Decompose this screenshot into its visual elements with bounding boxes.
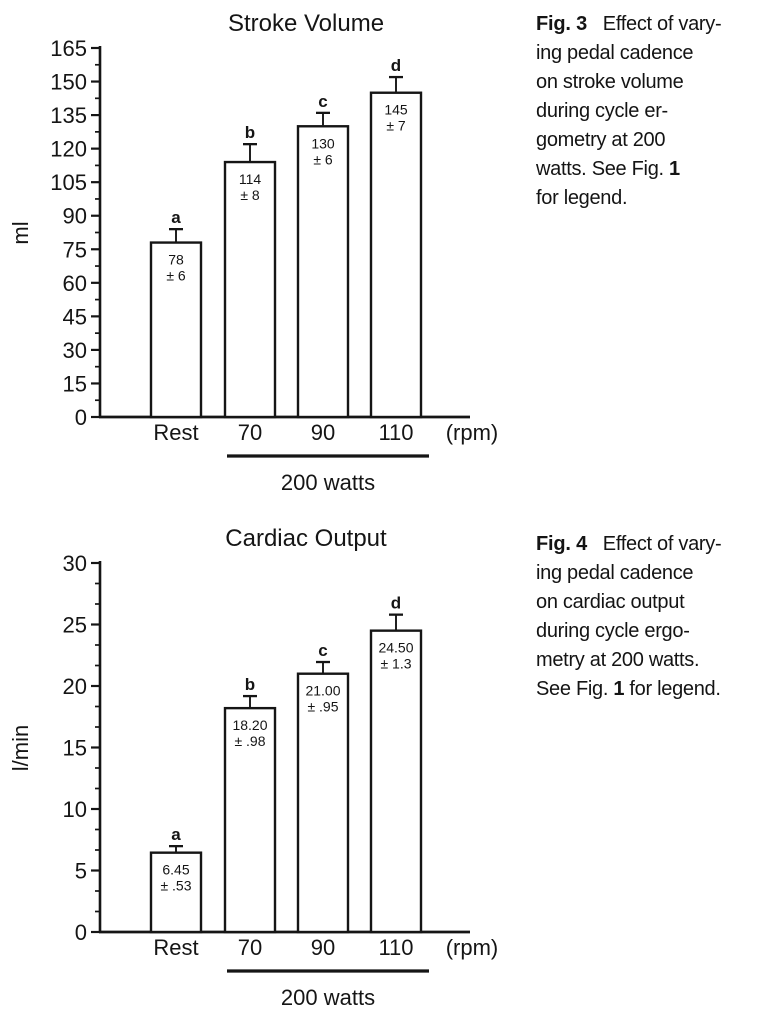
y-tick-label: 45 (62, 304, 87, 330)
significance-letter: b (244, 123, 256, 143)
y-tick-label: 135 (50, 103, 87, 129)
bar-value-label: 6.45 (162, 861, 190, 878)
caption-line (536, 39, 772, 68)
x-tick-label: 110 (378, 935, 414, 960)
y-tick-label: 15 (62, 735, 87, 761)
caption-text: See Fig. (536, 678, 614, 700)
bar (298, 126, 348, 417)
x-tick-label: 70 (237, 935, 263, 960)
y-tick-label: 10 (62, 797, 87, 822)
y-tick-label: 20 (62, 674, 87, 699)
significance-letter: d (390, 56, 402, 76)
caption-text: during cycle ergo- (536, 620, 690, 642)
bar-error-label: ± .53 (160, 877, 192, 894)
y-tick-label: 90 (62, 203, 87, 229)
caption-line (536, 559, 772, 588)
y-tick-label: 0 (74, 405, 87, 430)
significance-letter: d (390, 593, 402, 613)
caption-bold-text: 1 (669, 158, 680, 180)
caption-text: watts. See Fig. (536, 158, 670, 180)
chart-title: Stroke Volume (227, 10, 385, 37)
caption-text: Effect of vary- (587, 533, 722, 555)
caption-bold-text: Fig. 4 (536, 533, 588, 555)
x-tick-label: Rest (153, 935, 199, 960)
bar-error-label: ± 7 (386, 117, 406, 134)
caption-text: on stroke volume (536, 71, 684, 93)
y-tick-label: 30 (62, 337, 87, 363)
caption-bold-text: Fig. 3 (536, 13, 588, 35)
y-tick-label: 150 (50, 69, 87, 95)
caption-line (536, 530, 772, 559)
bar-value-label: 78 (168, 251, 184, 268)
bar-value-label: 18.20 (232, 717, 268, 734)
y-tick-label: 15 (62, 371, 87, 397)
caption-line (536, 184, 772, 213)
y-tick-label: 75 (62, 237, 87, 263)
y-tick-label: 5 (74, 858, 87, 884)
group-label: 200 watts (280, 985, 376, 1010)
caption-bold-text: 1 (613, 678, 625, 700)
caption-line (536, 126, 772, 155)
caption-text: gometry at 200 (536, 129, 666, 151)
bar-value-label: 114 (238, 171, 262, 188)
rpm-unit-label: (rpm) (445, 420, 499, 445)
chart-title: Cardiac Output (225, 525, 387, 552)
caption-text: for legend. (536, 187, 628, 209)
y-axis-label: ml (8, 221, 33, 245)
y-axis-label: l/min (8, 724, 33, 772)
y-tick-label: 30 (62, 551, 87, 576)
significance-letter: b (244, 675, 256, 695)
x-tick-label: 70 (237, 420, 263, 445)
bar-error-label: ± .98 (234, 733, 266, 750)
x-tick-label: Rest (153, 420, 199, 445)
caption-text: ing pedal cadence (536, 42, 694, 64)
caption-line (536, 10, 772, 39)
caption-line (536, 155, 772, 184)
bar-error-label: ± 8 (240, 187, 260, 204)
caption-line (536, 646, 772, 675)
y-tick-label: 60 (62, 270, 87, 296)
y-tick-label: 120 (50, 136, 87, 162)
caption-text: for legend. (624, 678, 721, 700)
bar-value-label: 145 (384, 101, 408, 118)
significance-letter: a (171, 825, 181, 845)
y-tick-label: 165 (50, 36, 87, 61)
cardiac-output-bar-chart (0, 515, 540, 1023)
bar-error-label: ± 6 (166, 267, 186, 284)
caption-line (536, 588, 772, 617)
rpm-unit-label: (rpm) (445, 935, 499, 960)
bar-value-label: 24.50 (378, 639, 414, 656)
y-tick-label: 25 (62, 612, 87, 638)
y-tick-label: 105 (50, 170, 87, 196)
x-tick-label: 110 (378, 420, 414, 445)
bar-error-label: ± 1.3 (380, 655, 412, 672)
group-label: 200 watts (280, 470, 376, 495)
caption-text: on cardiac output (536, 591, 685, 613)
bar-error-label: ± 6 (313, 151, 333, 168)
bar-value-label: 21.00 (305, 682, 341, 699)
caption-line (536, 97, 772, 126)
y-tick-label: 0 (74, 920, 87, 945)
bar-value-label: 130 (311, 135, 335, 152)
significance-letter: a (171, 208, 181, 228)
x-tick-label: 90 (310, 420, 336, 445)
figure-4-caption (536, 530, 772, 704)
caption-text: during cycle er- (536, 100, 668, 122)
bar-error-label: ± .95 (307, 698, 339, 715)
significance-letter: c (318, 641, 328, 661)
x-tick-label: 90 (310, 935, 336, 960)
figure-3-caption (536, 10, 772, 213)
caption-line (536, 675, 772, 704)
caption-line (536, 617, 772, 646)
caption-text: metry at 200 watts. (536, 649, 700, 671)
significance-letter: c (318, 91, 328, 111)
caption-text: Effect of vary- (587, 13, 722, 35)
stroke-volume-bar-chart (0, 0, 540, 508)
caption-line (536, 68, 772, 97)
bar (371, 93, 421, 417)
bar (371, 631, 421, 932)
caption-text: ing pedal cadence (536, 562, 694, 584)
